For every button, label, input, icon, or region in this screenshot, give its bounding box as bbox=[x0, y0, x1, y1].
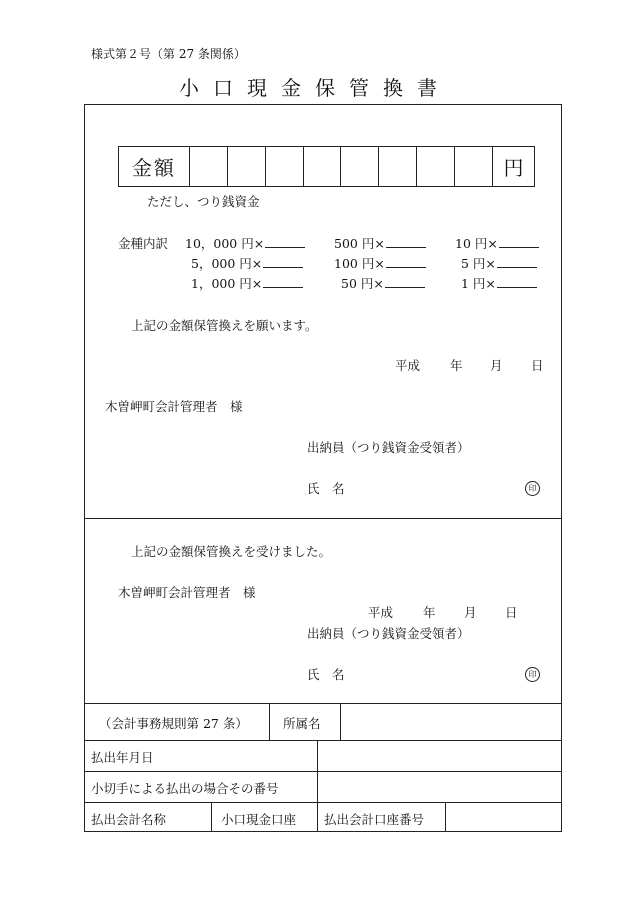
amount-digit-cell[interactable] bbox=[455, 147, 493, 186]
petty-cash-account-label: 小口現金口座 bbox=[221, 812, 297, 827]
date-era: 平成 bbox=[368, 605, 394, 620]
rule-reference: （会計事務規則第 27 条） bbox=[99, 716, 248, 731]
cashier-label: 出納員（つり銭資金受領者） bbox=[307, 626, 470, 641]
name-label: 氏 名 bbox=[307, 481, 345, 496]
date-era: 平成 bbox=[395, 358, 421, 373]
amount-digit-cell[interactable] bbox=[417, 147, 455, 186]
denomination-row[interactable] bbox=[191, 274, 303, 292]
amount-digit-cell[interactable] bbox=[190, 147, 228, 186]
page-title: 小口現金保管換書 bbox=[179, 76, 451, 100]
amount-digit-cell[interactable] bbox=[266, 147, 304, 186]
check-number-label: 小切手による払出の場合その番号 bbox=[91, 781, 279, 796]
denomination-50: 50 円× bbox=[341, 276, 384, 291]
denomination-row[interactable] bbox=[461, 274, 537, 292]
amount-digit-cell[interactable] bbox=[228, 147, 266, 186]
denomination-row[interactable] bbox=[334, 234, 426, 252]
date-month: 月 bbox=[490, 358, 503, 373]
denomination-row[interactable] bbox=[455, 234, 539, 252]
seal-mark: 印 bbox=[525, 665, 540, 682]
dept-label: 所属名 bbox=[283, 716, 321, 731]
seal-mark: 印 bbox=[525, 479, 540, 496]
pay-date-label: 払出年月日 bbox=[91, 750, 154, 765]
amount-label: 金額 bbox=[119, 147, 190, 186]
denomination-label: 金種内訳 bbox=[118, 236, 169, 251]
denomination-row[interactable] bbox=[191, 254, 303, 272]
account-number-label: 払出会計口座番号 bbox=[324, 812, 425, 827]
date-year: 年 bbox=[423, 605, 436, 620]
date-day: 日 bbox=[505, 605, 518, 620]
proviso-text: ただし、つり銭資金 bbox=[147, 194, 260, 209]
denomination-row[interactable] bbox=[334, 254, 426, 272]
amount-digit-cell[interactable] bbox=[304, 147, 342, 186]
yen-label: 円 bbox=[503, 156, 524, 180]
name-label: 氏 名 bbox=[307, 667, 345, 682]
denomination-10000: 10，000 円× bbox=[185, 236, 265, 251]
amount-digit-cell[interactable] bbox=[379, 147, 417, 186]
denomination-row[interactable] bbox=[461, 254, 537, 272]
received-text: 上記の金額保管換えを受けました。 bbox=[131, 544, 332, 559]
cashier-label: 出納員（つり銭資金受領者） bbox=[307, 440, 470, 455]
date-year: 年 bbox=[450, 358, 463, 373]
addressee: 木曽岬町会計管理者 様 bbox=[118, 585, 256, 600]
denomination-500: 500 円× bbox=[334, 236, 385, 251]
denomination-5000: 5，000 円× bbox=[191, 256, 263, 271]
denomination-row[interactable] bbox=[185, 234, 305, 252]
denomination-row[interactable] bbox=[341, 274, 425, 292]
form-number: 様式第２号（第 27 条関係） bbox=[91, 47, 246, 61]
account-name-label: 払出会計名称 bbox=[91, 812, 167, 827]
form-frame bbox=[84, 104, 562, 832]
date-month: 月 bbox=[464, 605, 477, 620]
denomination-100: 100 円× bbox=[334, 256, 385, 271]
denomination-1: 1 円× bbox=[461, 276, 496, 291]
amount-digit-cell[interactable] bbox=[341, 147, 379, 186]
amount-box bbox=[118, 146, 535, 187]
denomination-10: 10 円× bbox=[455, 236, 498, 251]
denomination-1000: 1，000 円× bbox=[191, 276, 263, 291]
date-day: 日 bbox=[531, 358, 544, 373]
request-text: 上記の金額保管換えを願います。 bbox=[131, 318, 318, 333]
addressee: 木曽岬町会計管理者 様 bbox=[105, 399, 243, 414]
denomination-5: 5 円× bbox=[461, 256, 496, 271]
